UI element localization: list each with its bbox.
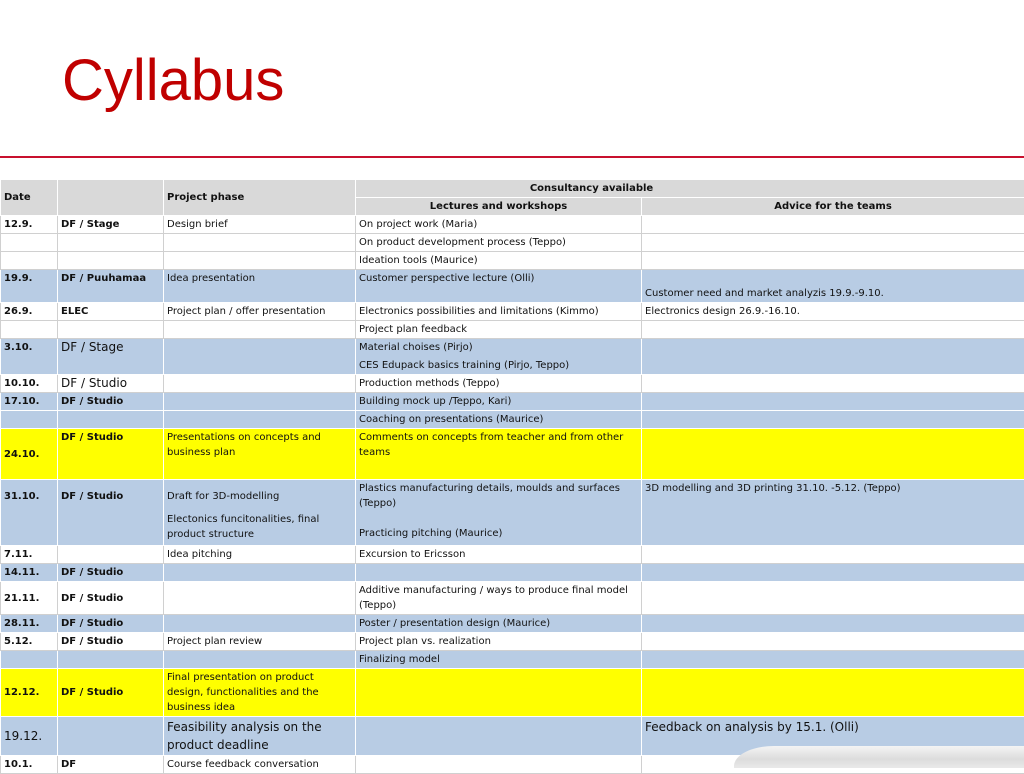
row-lectures: Poster / presentation design (Maurice) bbox=[356, 615, 642, 633]
row-advice: Feedback on analysis by 15.1. (Olli) bbox=[642, 717, 1024, 756]
table-row bbox=[1, 252, 1024, 270]
row-advice bbox=[642, 669, 1024, 717]
row-advice bbox=[642, 234, 1024, 252]
row-advice bbox=[642, 216, 1024, 234]
row-date bbox=[1, 321, 58, 339]
row-advice: Electronics design 26.9.-16.10. bbox=[642, 303, 1024, 321]
table-row bbox=[1, 411, 1024, 429]
row-stage: DF / Puuhamaa bbox=[58, 270, 164, 303]
phase-line: Draft for 3D-modelling bbox=[167, 489, 352, 504]
row-date: 31.10. bbox=[1, 480, 58, 546]
header-stage bbox=[58, 180, 164, 216]
row-phase bbox=[164, 480, 356, 546]
row-advice bbox=[642, 411, 1024, 429]
row-date: 17.10. bbox=[1, 393, 58, 411]
row-lectures bbox=[356, 669, 642, 717]
row-stage bbox=[58, 411, 164, 429]
table-row bbox=[1, 321, 1024, 339]
row-lectures: Project plan feedback bbox=[356, 321, 642, 339]
row-advice bbox=[642, 582, 1024, 615]
row-date: 10.10. bbox=[1, 375, 58, 393]
row-phase: Presentations on concepts and business plan bbox=[164, 429, 356, 480]
row-lectures: On product development process (Teppo) bbox=[356, 234, 642, 252]
lecture-line: Practicing pitching (Maurice) bbox=[359, 526, 638, 541]
row-lectures bbox=[356, 339, 642, 375]
row-advice bbox=[642, 429, 1024, 480]
row-date: 10.1. bbox=[1, 756, 58, 774]
row-stage: DF / Studio bbox=[58, 633, 164, 651]
row-lectures: Ideation tools (Maurice) bbox=[356, 252, 642, 270]
row-lectures bbox=[356, 717, 642, 756]
phase-line: Electonics funcitonalities, final product structure bbox=[167, 512, 352, 542]
row-date: 24.10. bbox=[1, 429, 58, 480]
header-lectures: Lectures and workshops bbox=[356, 198, 642, 216]
row-stage: DF / Stage bbox=[58, 339, 164, 375]
table-row bbox=[1, 216, 1024, 234]
row-lectures: Electronics possibilities and limitations (Kimmo) bbox=[356, 303, 642, 321]
row-phase bbox=[164, 393, 356, 411]
row-advice bbox=[642, 651, 1024, 669]
row-stage: DF / Studio bbox=[58, 669, 164, 717]
row-stage: DF / Studio bbox=[58, 582, 164, 615]
row-advice bbox=[642, 339, 1024, 375]
row-date bbox=[1, 411, 58, 429]
row-date: 5.12. bbox=[1, 633, 58, 651]
row-advice bbox=[642, 615, 1024, 633]
table-row bbox=[1, 375, 1024, 393]
table-row bbox=[1, 651, 1024, 669]
row-phase: Final presentation on product design, functionalities and the business idea bbox=[164, 669, 356, 717]
row-advice bbox=[642, 375, 1024, 393]
row-stage: DF / Studio bbox=[58, 480, 164, 546]
row-stage bbox=[58, 717, 164, 756]
title-divider bbox=[0, 156, 1024, 158]
table-row bbox=[1, 234, 1024, 252]
row-advice: 3D modelling and 3D printing 31.10. -5.12. (Teppo) bbox=[642, 480, 1024, 546]
row-stage: DF bbox=[58, 756, 164, 774]
table-row bbox=[1, 303, 1024, 321]
row-date bbox=[1, 651, 58, 669]
row-stage: DF / Studio bbox=[58, 375, 164, 393]
table-row bbox=[1, 582, 1024, 615]
row-phase: Idea pitching bbox=[164, 546, 356, 564]
row-stage: DF / Studio bbox=[58, 564, 164, 582]
row-stage: DF / Stage bbox=[58, 216, 164, 234]
row-lectures: Finalizing model bbox=[356, 651, 642, 669]
row-phase: Project plan / offer presentation bbox=[164, 303, 356, 321]
row-date bbox=[1, 234, 58, 252]
lecture-line: Material choises (Pirjo) bbox=[359, 340, 638, 355]
row-lectures bbox=[356, 756, 642, 774]
row-phase bbox=[164, 234, 356, 252]
row-stage: ELEC bbox=[58, 303, 164, 321]
table-row bbox=[1, 546, 1024, 564]
row-advice bbox=[642, 252, 1024, 270]
row-phase: Feasibility analysis on the product deadline bbox=[164, 717, 356, 756]
table-row bbox=[1, 339, 1024, 375]
row-date: 26.9. bbox=[1, 303, 58, 321]
header-consultancy: Consultancy available bbox=[356, 180, 1024, 198]
row-advice bbox=[642, 633, 1024, 651]
row-lectures bbox=[356, 564, 642, 582]
row-phase bbox=[164, 582, 356, 615]
row-advice bbox=[642, 564, 1024, 582]
row-stage: DF / Studio bbox=[58, 393, 164, 411]
row-stage bbox=[58, 546, 164, 564]
row-stage bbox=[58, 252, 164, 270]
row-date: 7.11. bbox=[1, 546, 58, 564]
header-date: Date bbox=[1, 180, 58, 216]
header-advice: Advice for the teams bbox=[642, 198, 1024, 216]
syllabus-table-container bbox=[0, 179, 1024, 774]
corner-decoration bbox=[734, 746, 1024, 768]
row-date: 3.10. bbox=[1, 339, 58, 375]
row-phase: Idea presentation bbox=[164, 270, 356, 303]
row-lectures: Building mock up /Teppo, Kari) bbox=[356, 393, 642, 411]
slide-title: Cyllabus bbox=[62, 52, 284, 110]
table-row bbox=[1, 669, 1024, 717]
row-advice bbox=[642, 546, 1024, 564]
row-phase: Design brief bbox=[164, 216, 356, 234]
row-lectures: Customer perspective lecture (Olli) bbox=[356, 270, 642, 303]
syllabus-table bbox=[0, 179, 1024, 774]
row-lectures bbox=[356, 480, 642, 546]
row-phase bbox=[164, 651, 356, 669]
row-stage bbox=[58, 234, 164, 252]
row-phase bbox=[164, 564, 356, 582]
row-phase bbox=[164, 321, 356, 339]
row-stage bbox=[58, 651, 164, 669]
table-row bbox=[1, 564, 1024, 582]
row-lectures: On project work (Maria) bbox=[356, 216, 642, 234]
row-phase bbox=[164, 375, 356, 393]
row-phase bbox=[164, 411, 356, 429]
row-lectures: Comments on concepts from teacher and from other teams bbox=[356, 429, 642, 480]
row-phase: Project plan review bbox=[164, 633, 356, 651]
row-phase bbox=[164, 252, 356, 270]
header-project-phase: Project phase bbox=[164, 180, 356, 216]
row-date: 19.9. bbox=[1, 270, 58, 303]
row-lectures: Production methods (Teppo) bbox=[356, 375, 642, 393]
row-date bbox=[1, 252, 58, 270]
row-date: 28.11. bbox=[1, 615, 58, 633]
row-phase: Course feedback conversation bbox=[164, 756, 356, 774]
row-date: 19.12. bbox=[1, 717, 58, 756]
row-stage bbox=[58, 321, 164, 339]
table-row bbox=[1, 429, 1024, 480]
row-lectures: Excursion to Ericsson bbox=[356, 546, 642, 564]
row-date: 14.11. bbox=[1, 564, 58, 582]
row-lectures: Additive manufacturing / ways to produce final model (Teppo) bbox=[356, 582, 642, 615]
row-stage: DF / Studio bbox=[58, 429, 164, 480]
table-row bbox=[1, 615, 1024, 633]
table-row bbox=[1, 633, 1024, 651]
row-phase bbox=[164, 615, 356, 633]
row-advice: Customer need and market analyzis 19.9.-9.10. bbox=[642, 270, 1024, 303]
table-row bbox=[1, 480, 1024, 546]
row-date: 21.11. bbox=[1, 582, 58, 615]
table-row bbox=[1, 393, 1024, 411]
row-phase bbox=[164, 339, 356, 375]
lecture-line: CES Edupack basics training (Pirjo, Teppo) bbox=[359, 358, 638, 373]
row-stage: DF / Studio bbox=[58, 615, 164, 633]
row-lectures: Coaching on presentations (Maurice) bbox=[356, 411, 642, 429]
row-date: 12.9. bbox=[1, 216, 58, 234]
row-date: 12.12. bbox=[1, 669, 58, 717]
table-row bbox=[1, 270, 1024, 303]
row-advice bbox=[642, 393, 1024, 411]
row-advice bbox=[642, 321, 1024, 339]
row-lectures: Project plan vs. realization bbox=[356, 633, 642, 651]
lecture-line: Plastics manufacturing details, moulds and surfaces (Teppo) bbox=[359, 481, 638, 511]
